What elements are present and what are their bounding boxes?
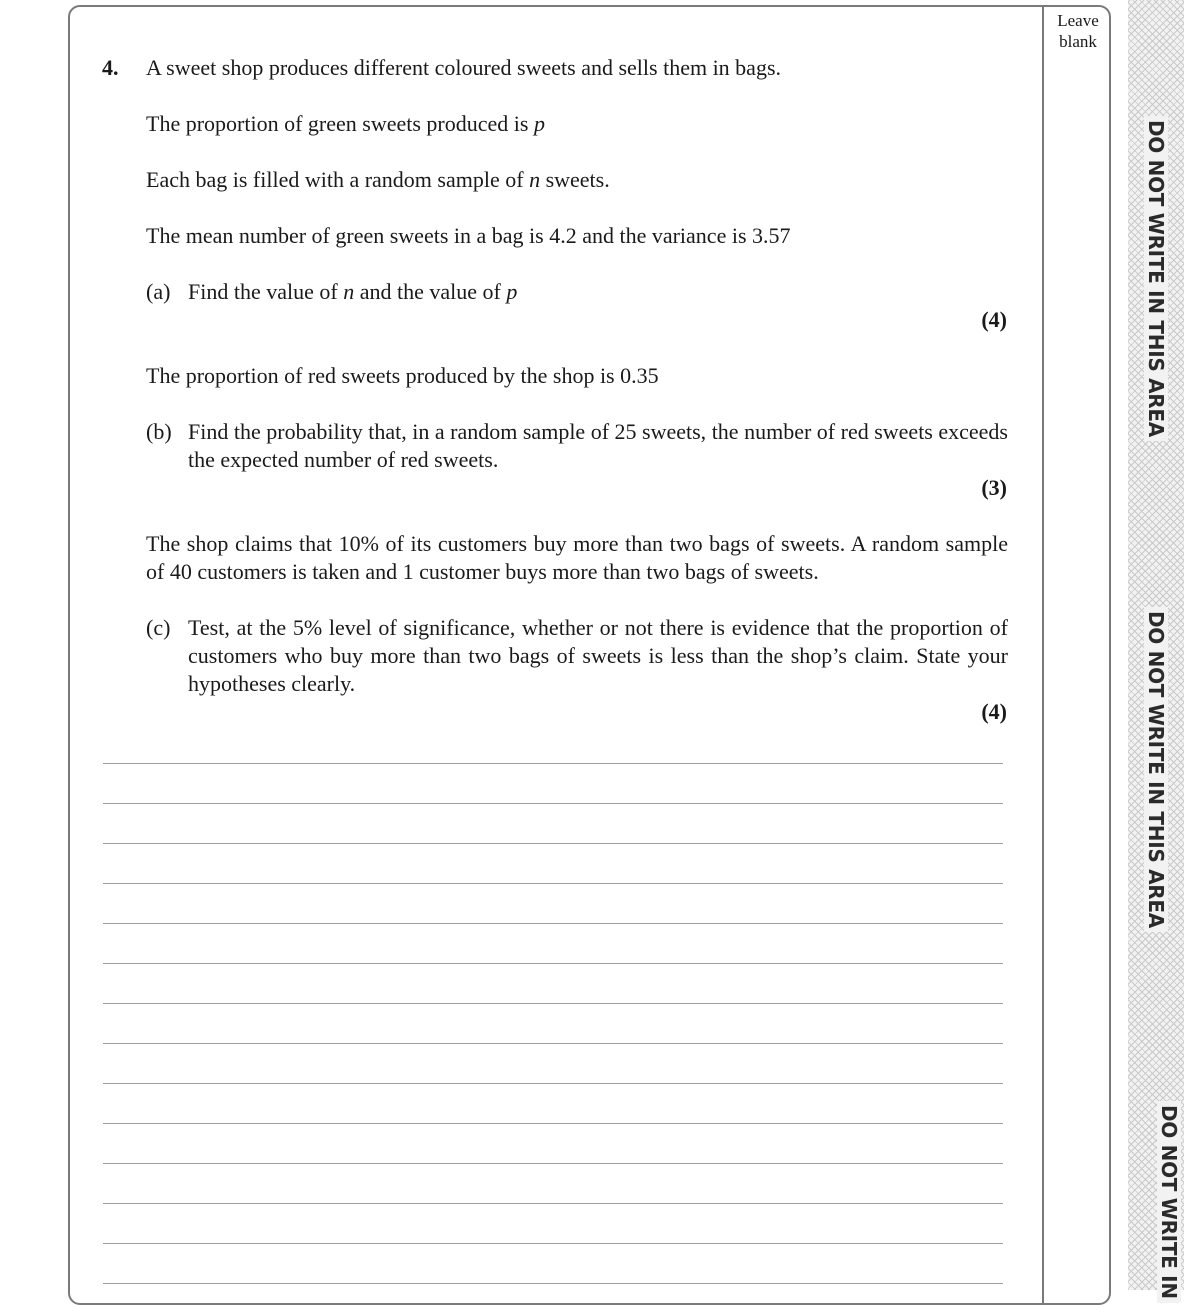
answer-line[interactable] [103, 1043, 1003, 1044]
leave-blank-line1: Leave [1057, 11, 1099, 30]
variable-p: p [533, 111, 545, 136]
answer-line[interactable] [103, 1003, 1003, 1004]
green-proportion-statement: The proportion of green sweets produced is p [146, 111, 545, 136]
part-a-marks: (4) [981, 307, 1007, 332]
answer-line[interactable] [103, 923, 1003, 924]
part-b-marks: (3) [981, 475, 1007, 500]
answer-line[interactable] [103, 1243, 1003, 1244]
part-c-marks: (4) [981, 699, 1007, 724]
part-b-label: (b) [146, 419, 172, 444]
answer-line[interactable] [103, 1083, 1003, 1084]
margin-divider [1042, 5, 1044, 1305]
bag-sample-statement: Each bag is filled with a random sample of n sweets. [146, 167, 610, 192]
answer-line[interactable] [103, 963, 1003, 964]
part-c-text: Test, at the 5% level of significance, whether or not there is evidence that the proportion of customers who buy more than two bags of sweets is less than the shop’s claim. State your hypotheses clearly. [188, 615, 1008, 696]
question-number: 4. [102, 55, 119, 80]
mean-variance-statement: The mean number of green sweets in a bag is 4.2 and the variance is 3.57 [146, 223, 791, 248]
part-c-label: (c) [146, 615, 171, 640]
part-b-text: Find the probability that, in a random sample of 25 sweets, the number of red sweets exceeds the expected number of red sweets. [188, 419, 1008, 472]
do-not-write-warning-top: DO NOT WRITE IN THIS AREA [1131, 116, 1181, 422]
answer-line[interactable] [103, 1283, 1003, 1284]
part-a-text: Find the value of n and the value of p [188, 279, 518, 304]
do-not-write-warning-bottom: DO NOT WRITE IN [1131, 1101, 1181, 1290]
do-not-write-warning-middle: DO NOT WRITE IN THIS AREA [1131, 607, 1181, 913]
variable-n: n [529, 167, 541, 192]
leave-blank-line2: blank [1059, 32, 1097, 51]
answer-line[interactable] [103, 1123, 1003, 1124]
answer-line[interactable] [103, 1203, 1003, 1204]
red-proportion-statement: The proportion of red sweets produced by the shop is 0.35 [146, 363, 659, 388]
answer-line[interactable] [103, 763, 1003, 764]
answer-line[interactable] [103, 1163, 1003, 1164]
part-a-label: (a) [146, 279, 171, 304]
shop-claim-statement: The shop claims that 10% of its customers buy more than two bags of sweets. A random sample of 40 customers is taken and 1 customer buys more than two bags of sweets. [146, 531, 1008, 584]
answer-line[interactable] [103, 843, 1003, 844]
answer-line[interactable] [103, 803, 1003, 804]
question-intro: A sweet shop produces different coloured sweets and sells them in bags. [146, 55, 782, 80]
leave-blank-label [1044, 10, 1112, 52]
answer-line[interactable] [103, 883, 1003, 884]
